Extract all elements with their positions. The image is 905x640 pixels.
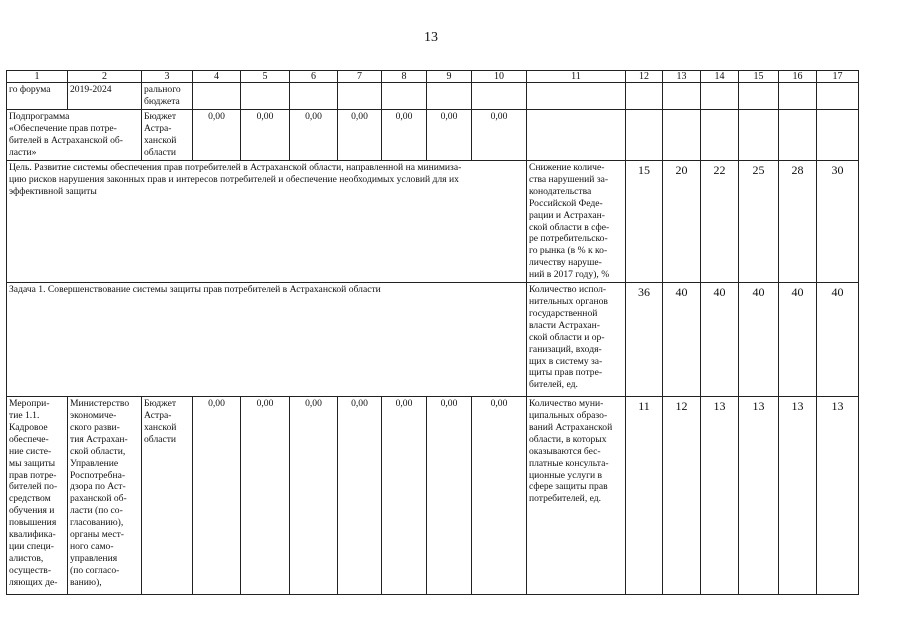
table-row-task bbox=[7, 283, 859, 397]
cell-amount: 0,00 bbox=[472, 397, 527, 595]
cell-indicator: Количество муни- ципальных образо- ваний Астраханской области, в которых оказываются бес- платные консульта- ционные услуги в сфере защиты прав потребителей, ед. bbox=[527, 397, 626, 595]
header-cell: 4 bbox=[193, 71, 241, 83]
cell-target: 40 bbox=[779, 283, 817, 397]
header-cell: 16 bbox=[779, 71, 817, 83]
cell-executor: Министерство экономиче- ского разви- тия Астрахан- ской области, Управление Роспотребна- дзора по Аст- раханской об- ласти (по со- гласованию), органы мест- ного само- управления (по согласо- ванию), bbox=[68, 397, 142, 595]
header-cell: 15 bbox=[739, 71, 779, 83]
header-cell: 10 bbox=[472, 71, 527, 83]
cell-empty bbox=[382, 83, 427, 110]
cell-target: 13 bbox=[779, 397, 817, 595]
cell-empty bbox=[779, 110, 817, 161]
cell-target: 12 bbox=[663, 397, 701, 595]
table-row-event bbox=[7, 397, 859, 595]
cell-empty bbox=[527, 83, 626, 110]
header-row bbox=[7, 71, 859, 83]
cell-target: 30 bbox=[817, 161, 859, 283]
cell-source: рального бюджета bbox=[142, 83, 193, 110]
cell-empty bbox=[663, 110, 701, 161]
header-cell: 7 bbox=[338, 71, 382, 83]
header-cell: 13 bbox=[663, 71, 701, 83]
cell-amount: 0,00 bbox=[382, 110, 427, 161]
cell-empty bbox=[779, 83, 817, 110]
cell-target: 15 bbox=[626, 161, 663, 283]
cell-target: 28 bbox=[779, 161, 817, 283]
cell-target: 40 bbox=[817, 283, 859, 397]
cell-empty bbox=[626, 110, 663, 161]
cell-empty bbox=[241, 83, 290, 110]
header-cell: 12 bbox=[626, 71, 663, 83]
header-cell: 8 bbox=[382, 71, 427, 83]
cell-empty bbox=[739, 83, 779, 110]
cell-indicator: Снижение количе- ства нарушений за- конодательства Российской Феде- рации и Астрахан- ской области в сфе- ре потребительско- го рынка (в % к ко- личеству наруше- ний в 2017 году), % bbox=[527, 161, 626, 283]
cell-empty bbox=[817, 110, 859, 161]
cell-amount: 0,00 bbox=[193, 110, 241, 161]
cell-indicator: Количество испол- нительных органов государственной власти Астрахан- ской области и ор- ганизаций, входя- щих в систему за- щиты прав потре- бителей, ед. bbox=[527, 283, 626, 397]
cell-empty bbox=[193, 83, 241, 110]
cell-empty bbox=[701, 110, 739, 161]
header-cell: 6 bbox=[290, 71, 338, 83]
cell-amount: 0,00 bbox=[241, 397, 290, 595]
cell-target: 40 bbox=[701, 283, 739, 397]
table-row-forum bbox=[7, 83, 859, 110]
cell-amount: 0,00 bbox=[382, 397, 427, 595]
cell-source: Бюджет Астра- ханской области bbox=[142, 110, 193, 161]
program-table bbox=[6, 70, 859, 595]
cell-amount: 0,00 bbox=[193, 397, 241, 595]
cell-amount: 0,00 bbox=[427, 397, 472, 595]
cell-empty bbox=[701, 83, 739, 110]
cell-amount: 0,00 bbox=[338, 110, 382, 161]
cell-empty bbox=[290, 83, 338, 110]
cell-empty bbox=[739, 110, 779, 161]
cell-subprogram-name: Подпрограмма «Обеспечение прав потре- бителей в Астраханской об- ласти» bbox=[7, 110, 142, 161]
cell-task-text: Задача 1. Совершенствование системы защиты прав потребителей в Астраханской области bbox=[7, 283, 527, 397]
cell-target: 13 bbox=[817, 397, 859, 595]
header-cell: 5 bbox=[241, 71, 290, 83]
cell-event-name: Меропри- тие 1.1. Кадровое обеспече- ние систе- мы защиты прав потре- бителей по- средством обучения и повышения квалифика- ции специ- алистов, осуществ- ляющих де- bbox=[7, 397, 68, 595]
cell-name: го форума bbox=[7, 83, 68, 110]
cell-amount: 0,00 bbox=[241, 110, 290, 161]
cell-amount: 0,00 bbox=[338, 397, 382, 595]
header-cell: 3 bbox=[142, 71, 193, 83]
header-cell: 14 bbox=[701, 71, 739, 83]
cell-empty bbox=[427, 83, 472, 110]
header-cell: 2 bbox=[68, 71, 142, 83]
cell-source: Бюджет Астра- ханской области bbox=[142, 397, 193, 595]
page-number: 13 bbox=[424, 30, 438, 45]
cell-target: 13 bbox=[701, 397, 739, 595]
header-cell: 17 bbox=[817, 71, 859, 83]
table-row-subprogram bbox=[7, 110, 859, 161]
cell-amount: 0,00 bbox=[472, 110, 527, 161]
cell-target: 40 bbox=[739, 283, 779, 397]
cell-target: 40 bbox=[663, 283, 701, 397]
cell-empty bbox=[817, 83, 859, 110]
header-cell: 9 bbox=[427, 71, 472, 83]
cell-target: 20 bbox=[663, 161, 701, 283]
cell-amount: 0,00 bbox=[427, 110, 472, 161]
cell-empty bbox=[338, 83, 382, 110]
header-cell: 1 bbox=[7, 71, 68, 83]
cell-target: 22 bbox=[701, 161, 739, 283]
cell-empty bbox=[472, 83, 527, 110]
cell-empty bbox=[527, 110, 626, 161]
table-row-goal bbox=[7, 161, 859, 283]
cell-amount: 0,00 bbox=[290, 110, 338, 161]
cell-empty bbox=[626, 83, 663, 110]
cell-target: 25 bbox=[739, 161, 779, 283]
cell-target: 13 bbox=[739, 397, 779, 595]
cell-amount: 0,00 bbox=[290, 397, 338, 595]
cell-period: 2019-2024 bbox=[68, 83, 142, 110]
cell-target: 36 bbox=[626, 283, 663, 397]
header-cell: 11 bbox=[527, 71, 626, 83]
cell-target: 11 bbox=[626, 397, 663, 595]
cell-goal-text: Цель. Развитие системы обеспечения прав потребителей в Астраханской области, направленной на минимиза- цию рисков нарушения законных прав и интересов потребителей и обеспечение необходимых условий для их эффективной защиты bbox=[7, 161, 527, 283]
cell-empty bbox=[663, 83, 701, 110]
